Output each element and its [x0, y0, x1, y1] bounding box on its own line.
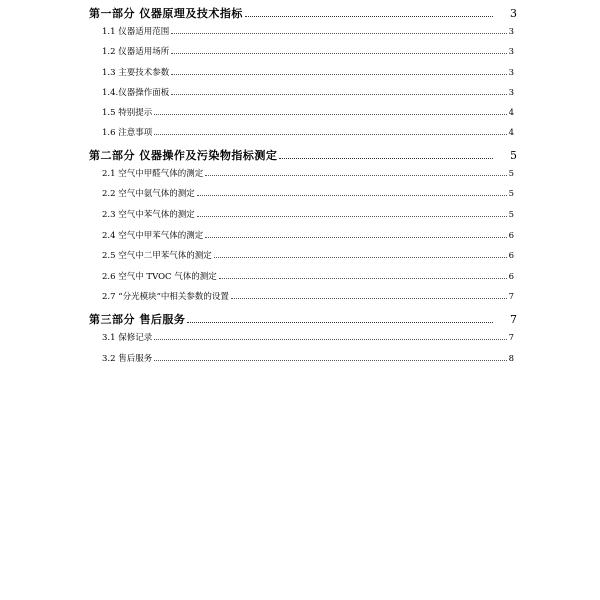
- toc-subsection: [102, 270, 514, 282]
- toc-entry-title: 2.6 空气中 TVOC 气体的测定: [102, 272, 217, 282]
- toc-page-number: 7: [510, 313, 517, 326]
- toc-subsection: [102, 229, 514, 241]
- toc-subsection: [102, 45, 514, 57]
- toc-page-number: 5: [508, 169, 514, 179]
- toc-entry-title: 1.1 仪器适用范围: [102, 27, 170, 37]
- dot-leader: [171, 88, 506, 95]
- toc-page-number: 7: [508, 292, 514, 302]
- dot-leader: [245, 8, 493, 17]
- dot-leader: [197, 189, 507, 196]
- toc-page-number: 8: [508, 354, 514, 364]
- toc-entry-title: 2.1 空气中甲醛气体的测定: [102, 169, 204, 179]
- toc-subsection: [102, 25, 514, 37]
- toc-subsection: [102, 66, 514, 78]
- toc-entry-title: 1.4.仪器操作面板: [102, 88, 170, 98]
- toc-page-number: 3: [508, 88, 514, 98]
- toc-page-number: 3: [508, 47, 514, 57]
- toc-subsection: [102, 208, 514, 220]
- toc-page-number: 4: [508, 128, 514, 138]
- toc-entry-title: 1.2 仪器适用场所: [102, 47, 170, 57]
- dot-leader: [171, 27, 506, 34]
- toc-entry-title: 2.7 “分光模块”中相关参数的设置: [102, 292, 229, 302]
- dot-leader: [171, 47, 506, 54]
- toc-entry-title: 1.6 注意事项: [102, 128, 153, 138]
- toc-section: [89, 311, 517, 327]
- dot-leader: [219, 272, 507, 279]
- toc-subsection: [102, 249, 514, 261]
- toc-subsection: [102, 106, 514, 118]
- toc-entry-title: 第二部分 仪器操作及污染物指标测定: [89, 149, 278, 162]
- toc-subsection: [102, 331, 514, 343]
- dot-leader: [205, 231, 506, 238]
- dot-leader: [171, 68, 506, 75]
- toc-entry-title: 2.2 空气中氨气体的测定: [102, 189, 195, 199]
- toc-section: [89, 147, 517, 163]
- toc-entry-title: 1.5 特别提示: [102, 108, 153, 118]
- toc-subsection: [102, 187, 514, 199]
- toc-page-number: 5: [510, 149, 517, 162]
- toc-page-number: 3: [508, 27, 514, 37]
- toc-page-number: 6: [508, 231, 514, 241]
- toc-entry-title: 第三部分 售后服务: [89, 313, 186, 326]
- toc-entry-title: 3.2 售后服务: [102, 354, 153, 364]
- dot-leader: [205, 169, 506, 176]
- toc-page-number: 5: [508, 210, 514, 220]
- toc-subsection: [102, 86, 514, 98]
- dot-leader: [154, 333, 506, 340]
- toc-page-number: 5: [508, 189, 514, 199]
- dot-leader: [197, 210, 507, 217]
- toc-entry-title: 2.5 空气中二甲苯气体的测定: [102, 251, 212, 261]
- dot-leader: [154, 354, 506, 361]
- dot-leader: [154, 128, 506, 135]
- toc-entry-title: 2.4 空气中甲苯气体的测定: [102, 231, 204, 241]
- dot-leader: [231, 292, 507, 299]
- toc-page-number: 6: [508, 251, 514, 261]
- toc-entry-title: 第一部分 仪器原理及技术指标: [89, 7, 243, 20]
- dot-leader: [279, 150, 493, 159]
- toc-section: [89, 5, 517, 21]
- toc-page-number: 4: [508, 108, 514, 118]
- dot-leader: [187, 314, 493, 323]
- toc-page-number: 6: [508, 272, 514, 282]
- toc-subsection: [102, 167, 514, 179]
- dot-leader: [214, 251, 507, 258]
- toc-entry-title: 1.3 主要技术参数: [102, 68, 170, 78]
- toc-entry-title: 2.3 空气中苯气体的测定: [102, 210, 195, 220]
- toc-page-number: 7: [508, 333, 514, 343]
- toc-subsection: [102, 126, 514, 138]
- toc-page-number: 3: [510, 7, 517, 20]
- toc-subsection: [102, 352, 514, 364]
- toc-page-number: 3: [508, 68, 514, 78]
- dot-leader: [154, 108, 506, 115]
- toc-subsection: [102, 290, 514, 302]
- toc-entry-title: 3.1 保修记录: [102, 333, 153, 343]
